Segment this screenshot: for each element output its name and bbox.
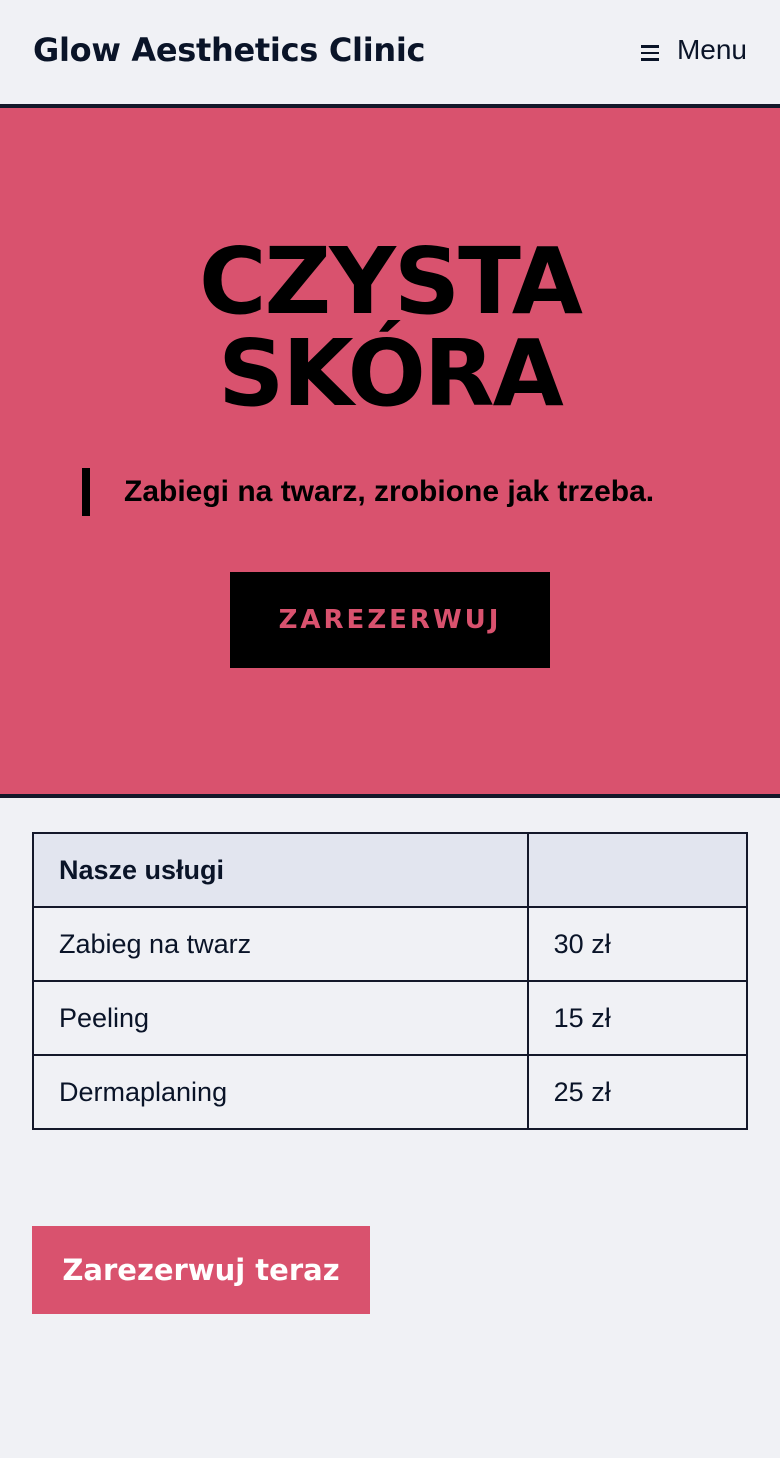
menu-button[interactable] (641, 34, 747, 66)
hero-title (0, 228, 780, 427)
service-price: 30 zł (528, 907, 747, 981)
service-name: Peeling (33, 981, 528, 1055)
table-row (33, 907, 747, 981)
service-price: 25 zł (528, 1055, 747, 1129)
price-header (528, 833, 747, 907)
table-row (33, 1055, 747, 1129)
services-table (32, 832, 748, 1130)
hamburger-icon (641, 45, 659, 61)
hero-section (0, 108, 780, 798)
service-price: 15 zł (528, 981, 747, 1055)
site-header (0, 0, 780, 108)
menu-label: Menu (676, 34, 747, 65)
book-now-button[interactable]: Zarezerwuj teraz (32, 1226, 370, 1314)
service-name: Zabieg na twarz (33, 907, 528, 981)
service-name: Dermaplaning (33, 1055, 528, 1129)
services-header: Nasze usługi (33, 833, 528, 907)
hero-tagline: Zabiegi na twarz, zrobione jak trzeba. (82, 468, 654, 516)
hero-title-line-2: SKÓRA (218, 320, 562, 427)
hero-book-button[interactable]: ZAREZERWUJ (230, 572, 550, 668)
table-row (33, 981, 747, 1055)
brand-logo-text[interactable]: Glow Aesthetics Clinic (33, 31, 426, 69)
table-header-row (33, 833, 747, 907)
hero-title-line-1: CZYSTA (199, 228, 581, 335)
